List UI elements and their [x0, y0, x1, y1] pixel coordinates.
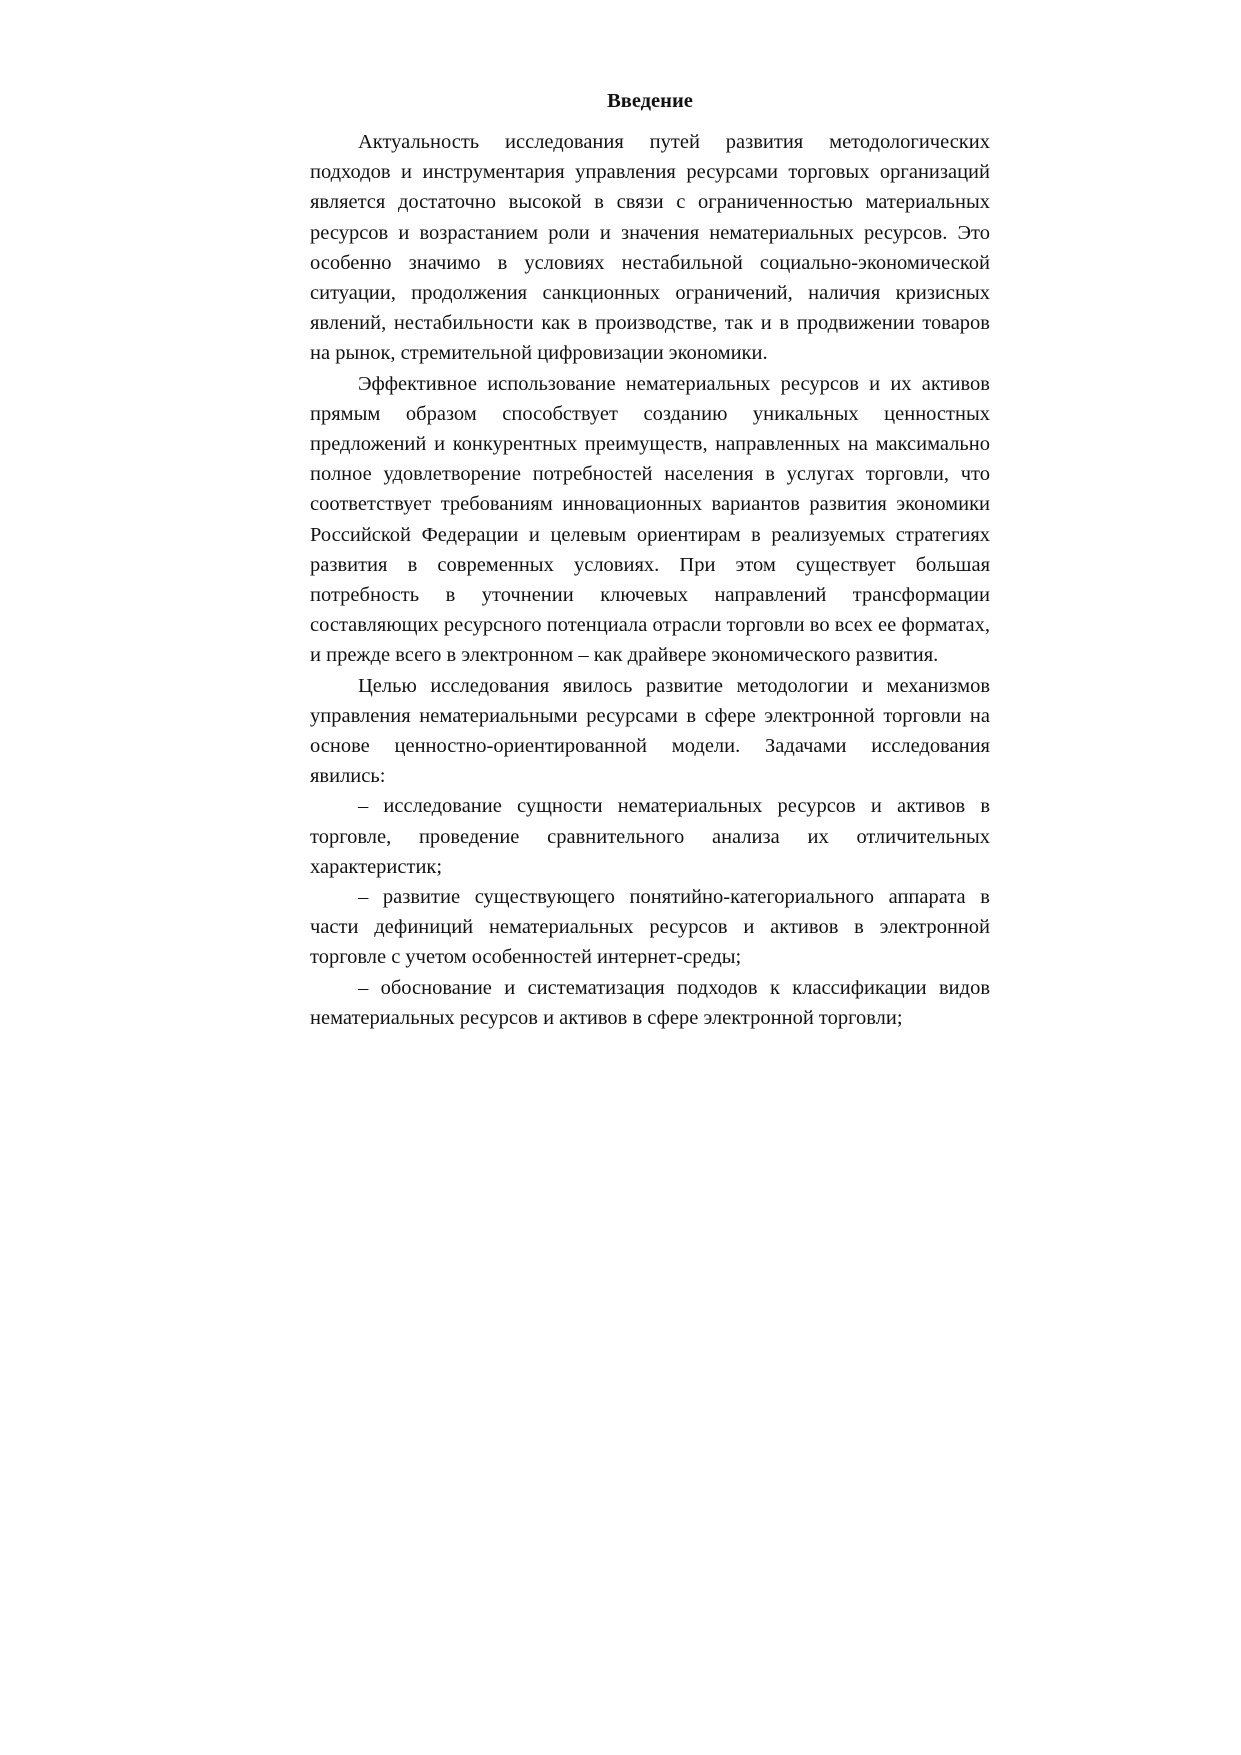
paragraph-intangible-resources: Эффективное использование нематериальных ресурсов и их активов прямым образом способствует созданию уникальных ценностных предложений и конкурентных преимуществ, направленных на максимально полное удовлетворение потребностей населения в услугах торговли, что соответствует требованиям инновационных вариантов развития экономики Российской Федерации и целевым ориентирам в реализуемых стратегиях развития в современных условиях. При этом существует большая потребность в уточнении ключевых направлений трансформации составляющих ресурсного потенциала отрасли торговли во всех ее форматах, и прежде всего в электронном – как драйвере экономического развития.	[310, 372, 990, 667]
list-item-task-2: – развитие существующего понятийно-категориального аппарата в части дефиниций нематериальных ресурсов и активов в электронной торговле с учетом особенностей интернет-среды;	[310, 886, 990, 969]
section-title: Введение	[607, 90, 693, 112]
page-content	[310, 86, 990, 1033]
paragraph-relevance: Актуальность исследования путей развития методологических подходов и инструментария управления ресурсами торговых организаций является достаточно высокой в связи с ограниченностью материальных ресурсов и возрастанием роли и значения нематериальных ресурсов. Это особенно значимо в условиях нестабильной социально-экономической ситуации, продолжения санкционных ограничений, наличия кризисных явлений, нестабильности как в производстве, так и в продвижении товаров на рынок, стремительной цифровизации экономики.	[310, 131, 990, 365]
list-item-task-3: – обоснование и систематизация подходов к классификации видов нематериальных ресурсов и активов в сфере электронной торговли;	[310, 976, 990, 1029]
paragraph-research-goal: Целью исследования явилось развитие методологии и механизмов управления нематериальными ресурсами в сфере электронной торговли на основе ценностно-ориентированной модели. Задачами исследования явились:	[310, 674, 990, 788]
list-item-task-1: – исследование сущности нематериальных ресурсов и активов в торговле, проведение сравнительного анализа их отличительных характеристик;	[310, 795, 990, 878]
